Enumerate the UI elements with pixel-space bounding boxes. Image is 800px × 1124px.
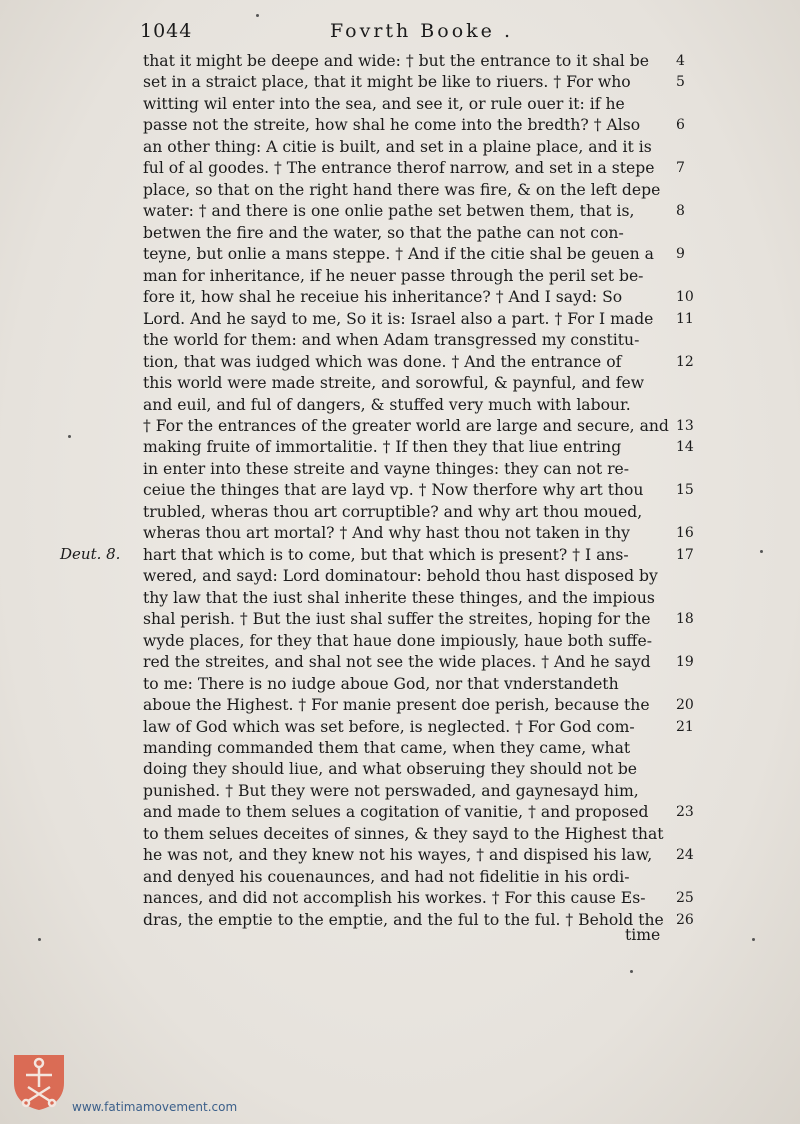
margin-reference: Deut. 8. bbox=[60, 545, 121, 563]
text-line: hart that which is to come, but that which is present? † I ans- bbox=[143, 545, 629, 564]
text-line: nances, and did not accomplish his workes. † For this cause Es- bbox=[143, 889, 646, 908]
text-line: dras, the emptie to the emptie, and the ful to the ful. † Behold the bbox=[143, 910, 664, 929]
speck bbox=[752, 938, 755, 941]
verse-number: 25 bbox=[676, 890, 694, 907]
verse-number: 19 bbox=[676, 654, 694, 671]
text-line: he was not, and they knew not his wayes, † and dispised his law, bbox=[143, 846, 653, 865]
verse-number: 26 bbox=[676, 911, 694, 928]
text-line: an other thing: A citie is built, and set in a plaine place, and it is bbox=[143, 137, 652, 156]
verse-number: 13 bbox=[676, 417, 694, 434]
speck bbox=[630, 970, 633, 973]
text-line: ceiue the thinges that are layd vp. † Now therfore why art thou bbox=[143, 481, 644, 500]
text-line: to me: There is no iudge aboue God, nor that vnderstandeth bbox=[143, 674, 619, 693]
speck bbox=[68, 435, 71, 438]
text-line: red the streites, and shal not see the wide places. † And he sayd bbox=[143, 653, 651, 672]
verse-number: 23 bbox=[676, 804, 694, 821]
verse-number bbox=[676, 631, 716, 652]
text-line: thy law that the iust shal inherite these thinges, and the impious bbox=[143, 588, 655, 607]
text-line: teyne, but onlie a mans steppe. † And if the citie shal be geuen a bbox=[143, 245, 654, 264]
verse-number bbox=[676, 588, 716, 609]
text-line: trubled, wheras thou art corruptible? and why art thou moued, bbox=[143, 502, 643, 521]
text-line: making fruite of immortalitie. † If then they that liue entring bbox=[143, 438, 622, 457]
text-line: shal perish. † But the iust shal suffer the streites, hoping for the bbox=[143, 610, 651, 629]
verse-number: 16 bbox=[676, 525, 694, 542]
text-line: man for inheritance, if he neuer passe through the peril set be- bbox=[143, 266, 644, 285]
verse-number: 9 bbox=[676, 246, 685, 263]
text-line: punished. † But they were not perswaded, and gaynesayd him, bbox=[143, 781, 639, 800]
verse-number: 8 bbox=[676, 203, 685, 220]
verse-number: 5 bbox=[676, 74, 685, 91]
verse-number: 11 bbox=[676, 310, 694, 327]
text-line: fore it, how shal he receiue his inheritance? † And I sayd: So bbox=[143, 288, 623, 307]
verse-number bbox=[676, 867, 716, 888]
footer-url: www.fatimamovement.com bbox=[72, 1100, 238, 1114]
body-text bbox=[143, 51, 668, 931]
verse-number bbox=[676, 180, 716, 201]
text-line: ful of al goodes. † The entrance therof narrow, and set in a stepe bbox=[143, 159, 655, 178]
text-line: and made to them selues a cogitation of vanitie, † and proposed bbox=[143, 803, 649, 822]
text-line: and euil, and ful of dangers, & stuffed very much with labour. bbox=[143, 395, 631, 414]
verse-number bbox=[676, 373, 716, 394]
text-line: † For the entrances of the greater world are large and secure, and bbox=[143, 416, 669, 435]
verse-number: 17 bbox=[676, 546, 694, 563]
text-line: wheras thou art mortal? † And why hast thou not taken in thy bbox=[143, 524, 630, 543]
verse-number bbox=[676, 824, 716, 845]
verse-number bbox=[676, 759, 716, 780]
text-line: doing they should liue, and what obseruing they should not be bbox=[143, 760, 638, 779]
verse-number: 20 bbox=[676, 697, 694, 714]
verse-number bbox=[676, 395, 716, 416]
verse-number bbox=[676, 266, 716, 287]
text-line: water: † and there is one onlie pathe set betwen them, that is, bbox=[143, 202, 635, 221]
verse-number bbox=[676, 674, 716, 695]
text-line: betwen the fire and the water, so that the pathe can not con- bbox=[143, 223, 624, 242]
verse-number: 14 bbox=[676, 439, 694, 456]
verse-number bbox=[676, 502, 716, 523]
text-line: that it might be deepe and wide: † but the entrance to it shal be bbox=[143, 52, 649, 70]
text-line: Lord. And he sayd to me, So it is: Israel also a part. † For I made bbox=[143, 309, 654, 328]
verse-number: 7 bbox=[676, 160, 685, 177]
verse-number: 15 bbox=[676, 482, 694, 499]
verse-number bbox=[676, 330, 716, 351]
speck bbox=[38, 938, 41, 941]
verse-number: 10 bbox=[676, 289, 694, 306]
verse-number: 21 bbox=[676, 718, 694, 735]
speck bbox=[256, 14, 259, 17]
text-line: to them selues deceites of sinnes, & they sayd to the Highest that bbox=[143, 824, 664, 843]
verse-number: 4 bbox=[676, 53, 685, 69]
running-title: Fovrth Booke . bbox=[330, 20, 513, 42]
catchword: time bbox=[625, 926, 661, 944]
text-line: set in a straict place, that it might be like to riuers. † For who bbox=[143, 73, 631, 92]
verse-number bbox=[676, 566, 716, 587]
text-line: the world for them: and when Adam transgressed my constitu- bbox=[143, 331, 640, 350]
text-line: law of God which was set before, is neglected. † For God com- bbox=[143, 717, 635, 736]
text-line: tion, that was iudged which was done. † And the entrance of bbox=[143, 352, 622, 371]
verse-number: 18 bbox=[676, 611, 694, 628]
text-line: this world were made streite, and sorowful, & paynful, and few bbox=[143, 374, 645, 393]
text-line: place, so that on the right hand there was fire, & on the left depe bbox=[143, 180, 661, 199]
papal-keys-logo-icon bbox=[12, 1053, 66, 1111]
verse-number bbox=[676, 94, 716, 115]
verse-number: 6 bbox=[676, 117, 685, 134]
verse-number bbox=[676, 781, 716, 802]
text-line: and denyed his couenaunces, and had not fidelitie in his ordi- bbox=[143, 867, 630, 886]
text-line: witting wil enter into the sea, and see it, or rule ouer it: if he bbox=[143, 94, 625, 113]
verse-number bbox=[676, 137, 716, 158]
verse-number bbox=[676, 223, 716, 244]
page-header bbox=[140, 20, 700, 46]
text-line: manding commanded them that came, when they came, what bbox=[143, 739, 631, 757]
text-line: wyde places, for they that haue done impiously, haue both suffe- bbox=[143, 631, 652, 650]
verse-number: 24 bbox=[676, 847, 694, 864]
verse-number bbox=[676, 738, 716, 759]
page-number: 1044 bbox=[140, 20, 193, 42]
text-line: in enter into these streite and vayne thinges: they can not re- bbox=[143, 459, 630, 478]
text-line: passe not the streite, how shal he come into the bredth? † Also bbox=[143, 116, 641, 135]
verse-number-column bbox=[676, 51, 716, 931]
text-line: wered, and sayd: Lord dominatour: behold thou hast disposed by bbox=[143, 567, 658, 586]
verse-number: 12 bbox=[676, 353, 694, 370]
text-line: aboue the Highest. † For manie present doe perish, because the bbox=[143, 696, 650, 715]
speck bbox=[760, 550, 763, 553]
verse-number bbox=[676, 459, 716, 480]
